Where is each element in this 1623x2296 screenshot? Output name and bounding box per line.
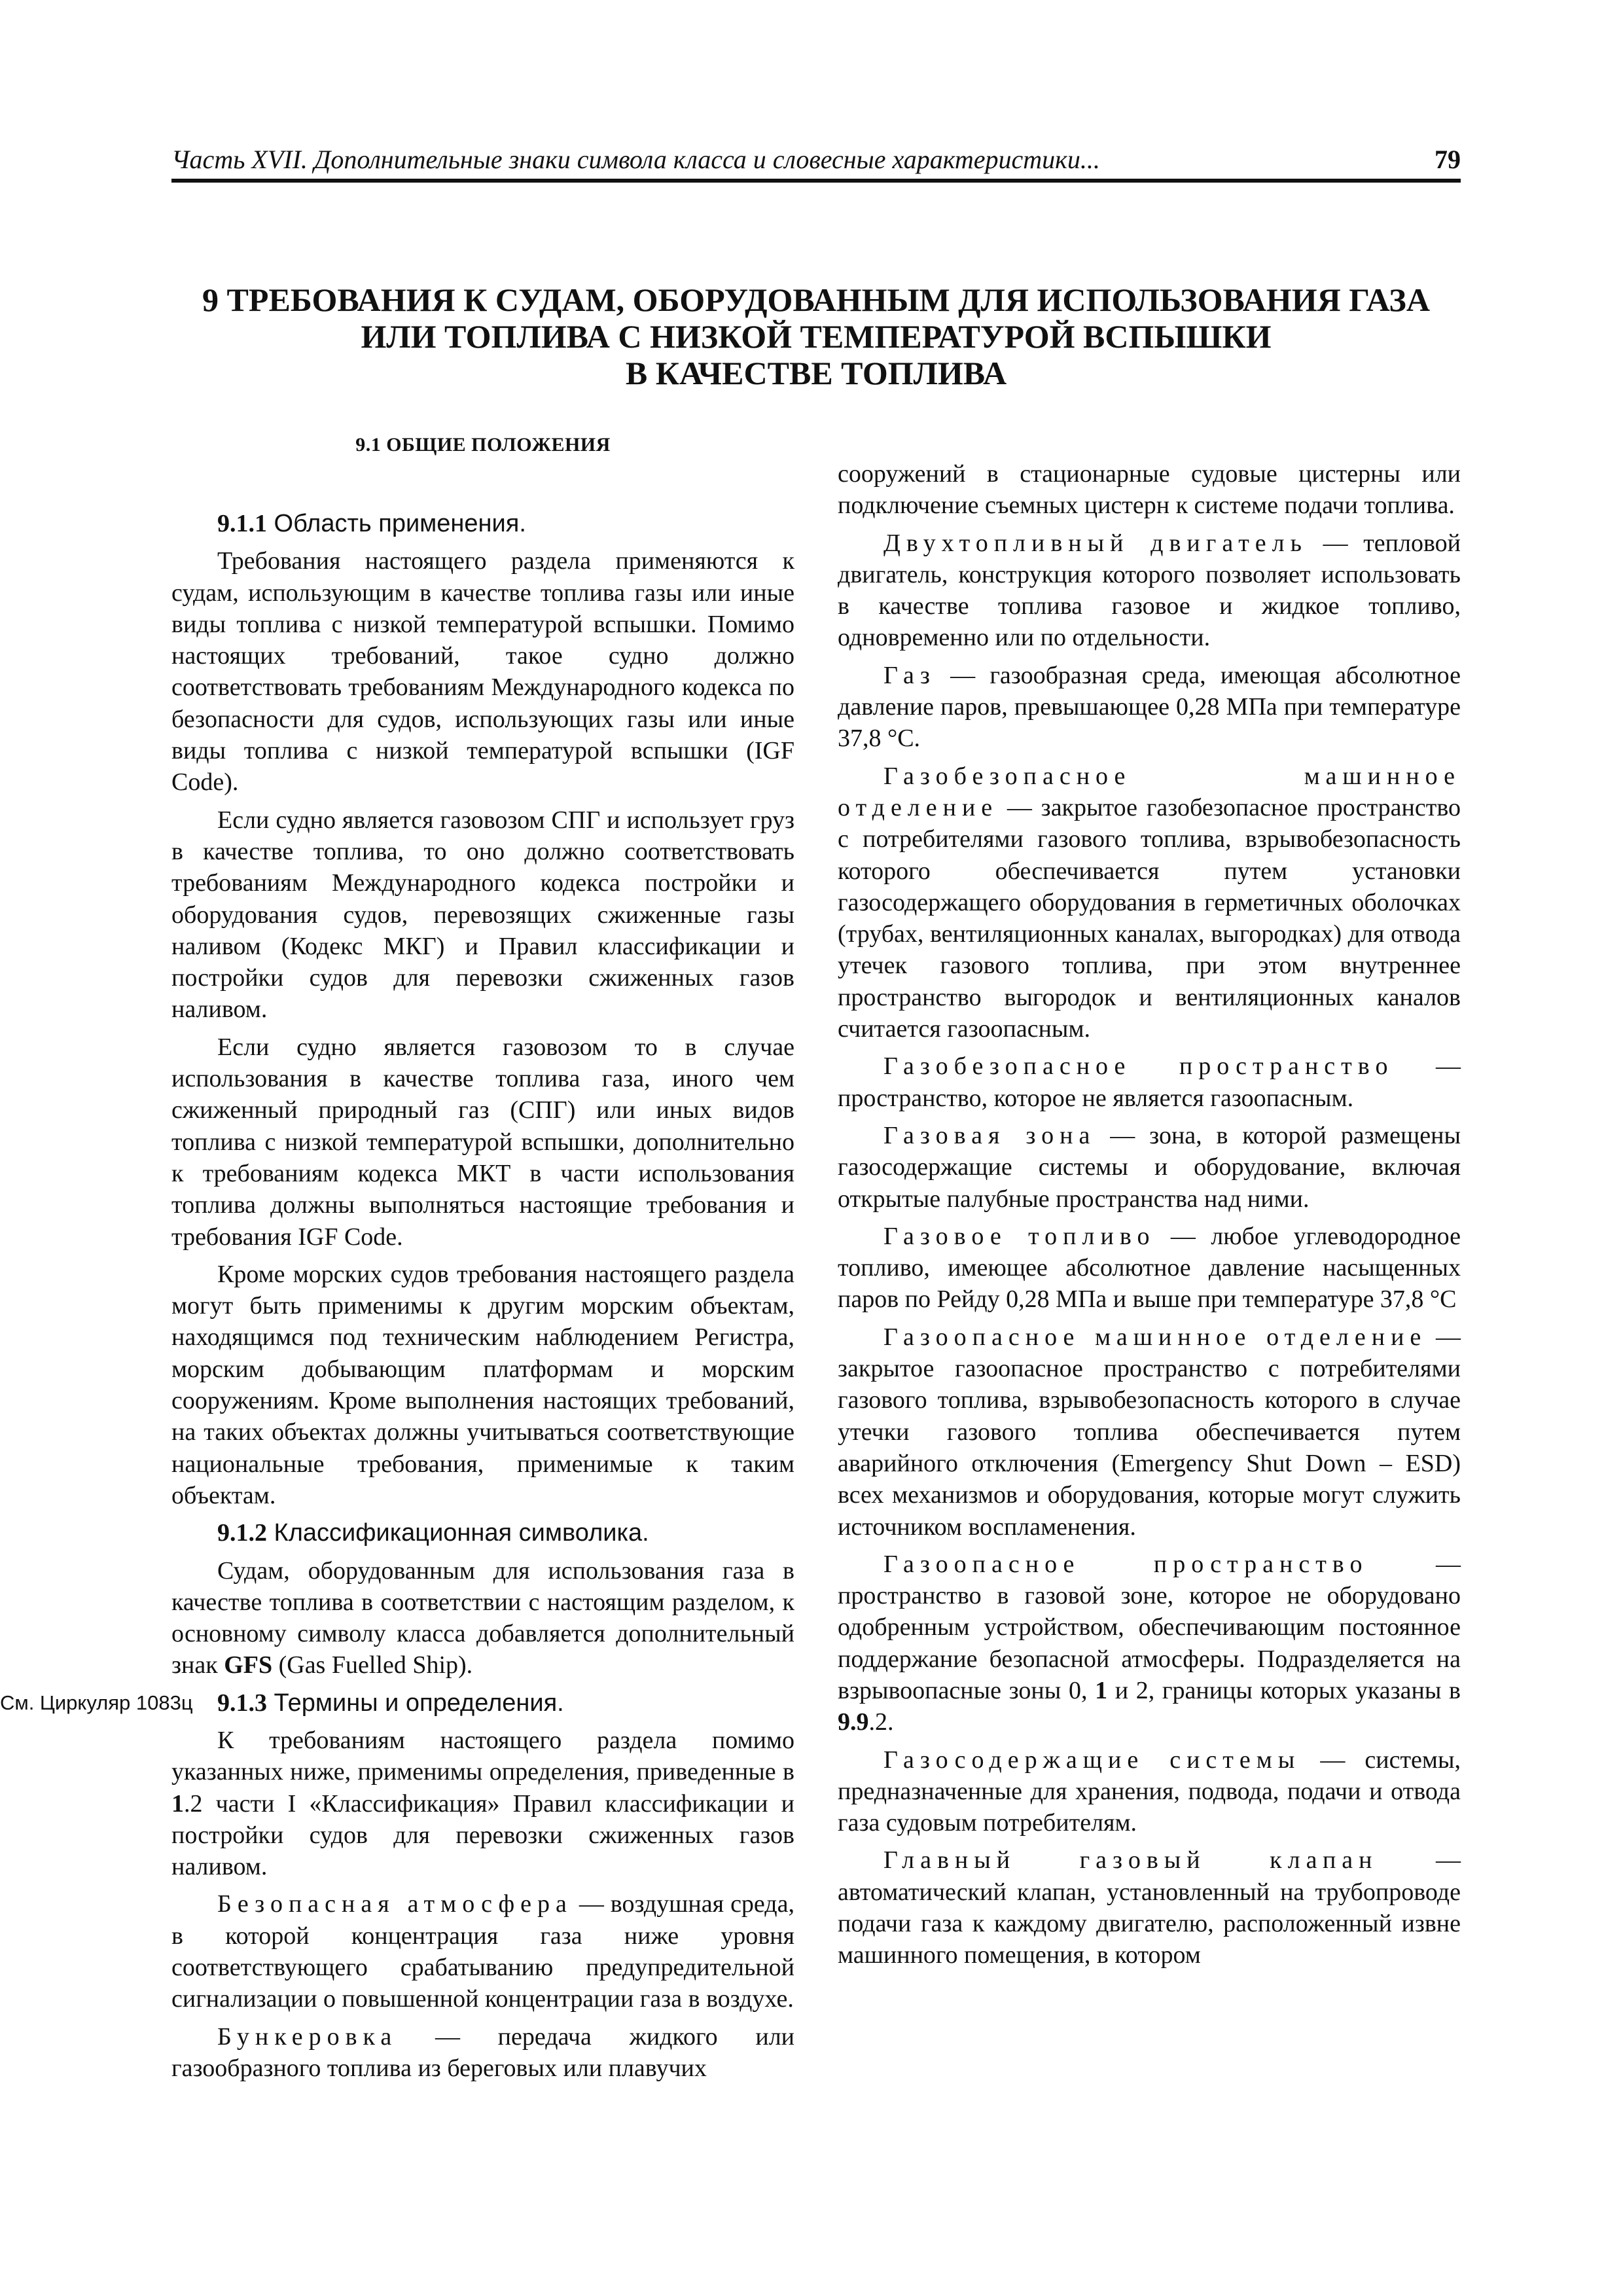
definition	[838, 660, 1461, 755]
paragraph: Кроме морских судов требования настоящего раздела могут быть применимы к другим морским объектам, находящимся под техническим наблюдением Регистра, морским добывающим платформам и морским сооружениям. Кроме выполнения настоящих требований, на таких объектах должны учитываться соответствующие национальные требования, применимые к таким объектам.	[171, 1260, 794, 1509]
class-notation: GFS	[224, 1651, 273, 1679]
definition-text: — тепловой двигатель, конструкция которого позволяет использовать в качестве топлива газовое и жидкое топливо, одновременно или по отдельности.	[838, 529, 1461, 652]
text-run: .2 части I «Классификация» Правил классификации и постройки судов для перевозки сжиженных газов наливом.	[171, 1789, 794, 1881]
defined-term: Газовое топливо	[883, 1222, 1156, 1250]
definition	[838, 1050, 1461, 1114]
paragraph: Требования настоящего раздела применяются к судам, использующим в качестве топлива газы или иные виды топлива с низкой температурой вспышки. Помимо настоящих требований, такое судно должно соответствовать требованиям Международного кодекса по безопасности для судов, использующих газы или иные виды топлива с низкой температурой вспышки (IGF Code).	[171, 547, 794, 797]
subsection-heading-912	[171, 1517, 794, 1549]
defined-term: Бункеровка	[217, 2022, 398, 2051]
zone-number: 1	[1095, 1676, 1108, 1704]
paragraph: Если судно является газовозом то в случае использования в качестве топлива газа, иного чем сжиженный природный газ (СПГ) или иных видов топлива с низкой температурой вспышки, дополнительно к требованиям кодекса МКТ в части использования топлива должны выполняться настоящие требования и требования IGF Code.	[171, 1033, 794, 1251]
definition-text: — любое углеводородное топливо, имеющее абсолютное давление насыщенных паров по Рейду 0,28 МПа и выше при температуре 37,8 °С	[838, 1222, 1461, 1314]
definition	[838, 528, 1461, 654]
definition-text: — автоматический клапан, установленный на трубопроводе подачи газа к каждому двигателю, расположенный извне машинного помещения, в котором	[838, 1846, 1461, 1969]
subsection-title: Область применения.	[267, 510, 526, 537]
subsection-number: 9.1.3	[217, 1689, 267, 1717]
defined-term: Газобезопасное пространство	[883, 1052, 1394, 1081]
text-run: (Gas Fuelled Ship).	[272, 1651, 473, 1679]
page-number: 79	[1435, 145, 1461, 174]
definition-text: — передача жидкого или газообразного топлива из береговых или плавучих	[171, 2022, 794, 2082]
definition-text: .2.	[868, 1708, 894, 1736]
paragraph	[171, 1725, 794, 1882]
definition	[838, 1844, 1461, 1971]
definition	[171, 2021, 794, 2085]
cross-reference: 9.9	[838, 1708, 869, 1736]
defined-term: Безопасная атмосфера	[217, 1890, 573, 1918]
defined-term: Газосодержащие системы	[883, 1746, 1301, 1774]
chapter-title-line: 9 ТРЕБОВАНИЯ К СУДАМ, ОБОРУДОВАННЫМ ДЛЯ ИСПОЛЬЗОВАНИЯ ГАЗА	[202, 281, 1430, 318]
cross-reference: 1	[171, 1789, 184, 1818]
paragraph	[171, 1555, 794, 1681]
subsection-title: Классификационная символика.	[267, 1519, 649, 1547]
margin-note-circular[interactable]: См. Циркуляр 1083ц	[0, 1691, 193, 1714]
definition-text: — пространство в газовой зоне, которое не оборудовано одобренным устройством, обеспечивающим постоянное поддержание безопасной атмосферы. Подразделяется на взрывоопасные зоны 0,	[838, 1550, 1461, 1704]
definition	[838, 1744, 1461, 1839]
text-run: К требованиям настоящего раздела помимо указанных ниже, применимы определения, приведенные в	[171, 1726, 794, 1786]
chapter-title-line: ИЛИ ТОПЛИВА С НИЗКОЙ ТЕМПЕРАТУРОЙ ВСПЫШКИ	[361, 318, 1272, 355]
subsection-heading-913	[0, 1687, 794, 1719]
definition	[838, 1221, 1461, 1316]
subsection-number: 9.1.2	[217, 1519, 267, 1547]
definition	[838, 761, 1461, 1045]
defined-term: Главный газовый клапан	[883, 1846, 1378, 1874]
right-column	[838, 458, 1461, 1977]
paragraph: сооружений в стационарные судовые цистерны или подключение съемных цистерн к системе подачи топлива.	[838, 460, 1461, 520]
paragraph: Если судно является газовозом СПГ и использует груз в качестве топлива, то оно должно соответствовать требованиям Международного кодекса постройки и оборудования судов, перевозящих сжиженные газы наливом (Кодекс МКГ) и Правил классификации и постройки судов для перевозки сжиженных газов наливом.	[171, 806, 794, 1024]
text-run: Судам, оборудованным для использования газа в качестве топлива в соответствии с настоящим разделом, к основному символу класса добавляется дополнительный знак	[171, 1556, 794, 1679]
definition-text: — пространство, которое не является газоопасным.	[838, 1052, 1461, 1112]
definition-text: и 2, границы которых указаны в	[1107, 1676, 1461, 1704]
definition	[838, 1321, 1461, 1543]
definition-text: — газообразная среда, имеющая абсолютное давление паров, превышающее 0,28 МПа при температуре 37,8 °С.	[838, 661, 1461, 753]
definition-text: — закрытое газоопасное пространство с потребителями газового топлива, взрывобезопасность которого в случае утечки газового топлива обеспечивается путем аварийного отключения (Emergency Shut Down – ESD) всех механизмов и оборудования, которые могут служить источником воспламенения.	[838, 1323, 1461, 1541]
definition-text: — закрытое газобезопасное пространство с потребителями газового топлива, взрывобезопасность которого обеспечивается путем установки газосодержащего оборудования в герметичных оболочках (трубах, вентиляционных каналах, выгородках) для отвода утечек газового топлива, при этом внутреннее пространство выгородок и вентиляционных каналов считается газоопасным.	[838, 793, 1461, 1043]
defined-term: Газ	[883, 661, 936, 689]
defined-term: Газобезопасное машинное отделение	[838, 762, 1461, 821]
running-title: Часть XVII. Дополнительные знаки символа класса и словесные характеристики...	[171, 145, 1100, 174]
definition	[171, 1888, 794, 2015]
defined-term: Двухтопливный двигатель	[883, 529, 1308, 557]
section-heading: 9.1 ОБЩИЕ ПОЛОЖЕНИЯ	[355, 434, 611, 456]
subsection-title: Термины и определения.	[267, 1689, 564, 1717]
defined-term: Газоопасное машинное отделение	[883, 1323, 1427, 1351]
definition-text: — системы, предназначенные для хранения, подвода, подачи и отвода газа судовым потребителям.	[838, 1746, 1461, 1837]
definition	[838, 1549, 1461, 1738]
left-column	[0, 432, 794, 2090]
definition	[838, 1120, 1461, 1215]
definition-text: — воздушная среда, в которой концентрация газа ниже уровня соответствующего срабатыванию предупредительной сигнализации о повышенной концентрации газа в воздухе.	[171, 1890, 794, 2013]
running-header	[171, 144, 1461, 183]
definition-text: — зона, в которой размещены газосодержащие системы и оборудование, включая открытые палубные пространства над ними.	[838, 1121, 1461, 1213]
defined-term: Газоопасное пространство	[883, 1550, 1368, 1578]
subsection-number: 9.1.1	[217, 510, 267, 537]
subsection-heading-911	[171, 508, 794, 539]
chapter-title-line: В КАЧЕСТВЕ ТОПЛИВА	[625, 355, 1007, 391]
chapter-title	[171, 281, 1461, 391]
defined-term: Газовая зона	[883, 1121, 1096, 1149]
